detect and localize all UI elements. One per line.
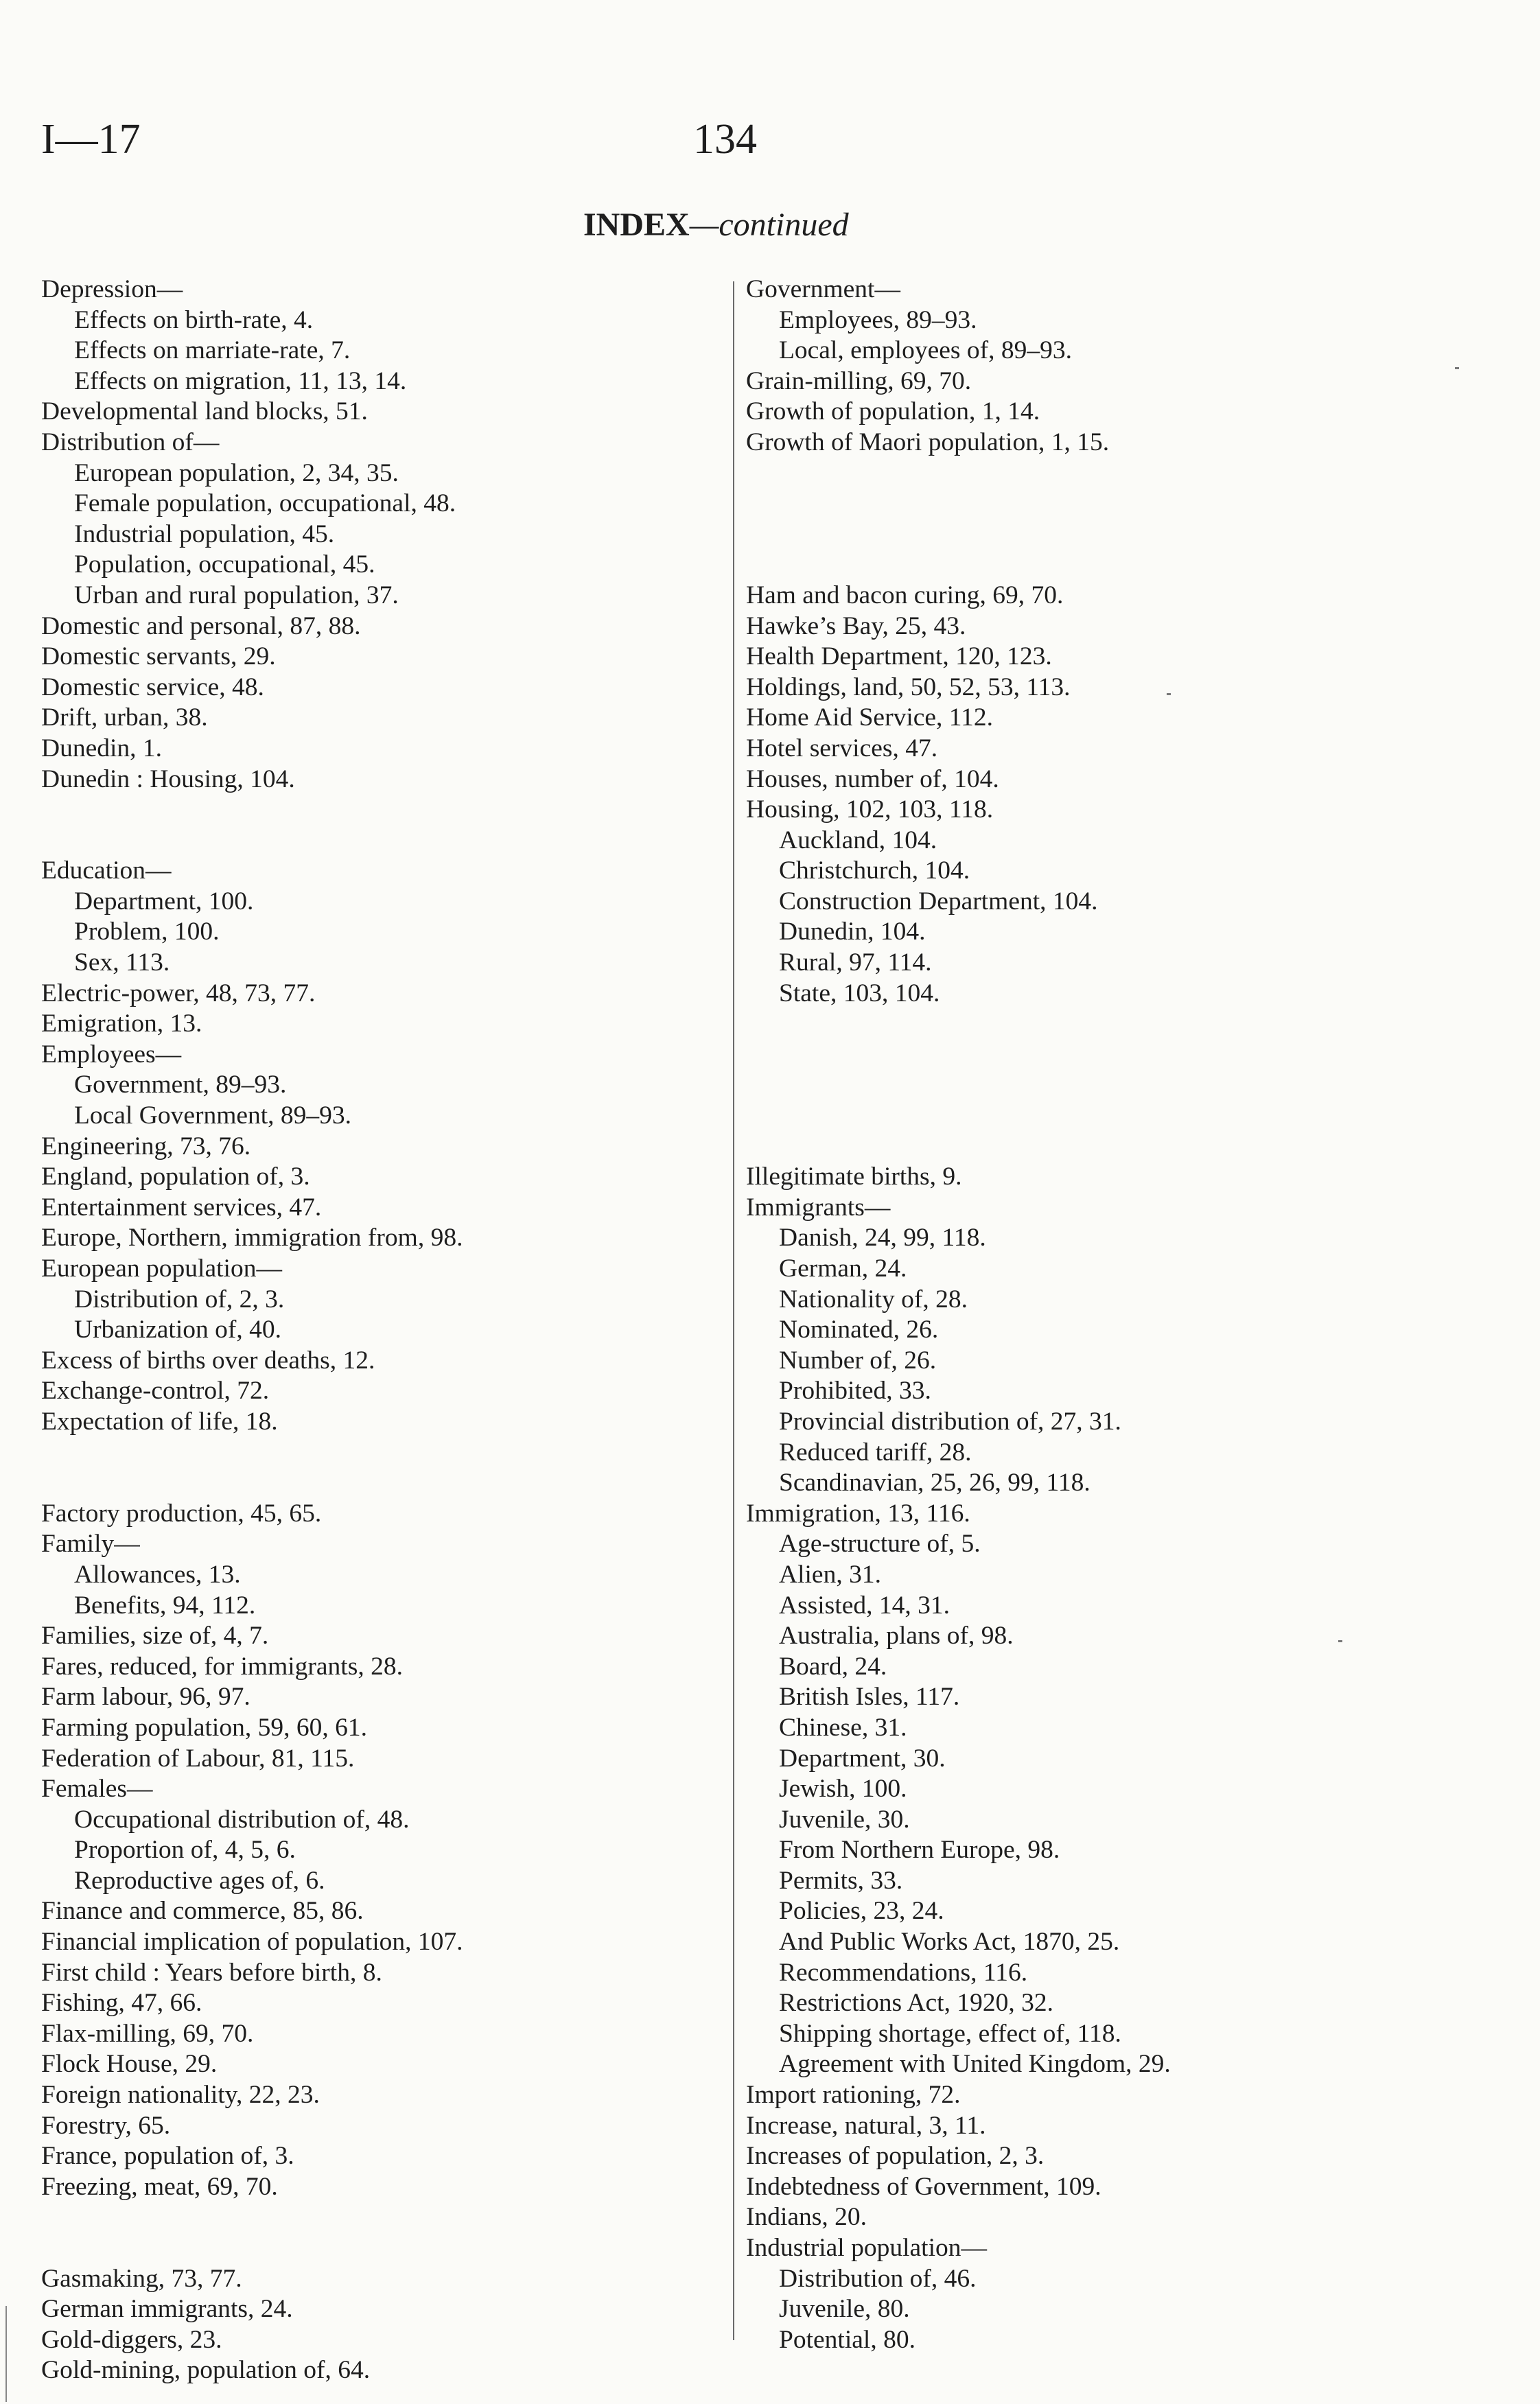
index-entry: Gold-diggers, 23. — [41, 2325, 222, 2354]
title-continued: —continued — [689, 207, 849, 243]
index-subentry: Juvenile, 30. — [779, 1805, 910, 1834]
index-subentry: German, 24. — [779, 1254, 907, 1283]
index-column-right — [746, 275, 1501, 2355]
index-subentry: Scandinavian, 25, 26, 99, 118. — [779, 1469, 1090, 1497]
index-entry: Depression— — [41, 275, 183, 303]
index-entry: Increase, natural, 3, 11. — [746, 2111, 986, 2140]
index-entry: Housing, 102, 103, 118. — [746, 795, 994, 824]
index-entry: Excess of births over deaths, 12. — [41, 1346, 375, 1375]
index-entry: Family— — [41, 1530, 140, 1559]
index-entry: Farm labour, 96, 97. — [41, 1683, 250, 1712]
index-subentry: Distribution of, 2, 3. — [74, 1285, 285, 1314]
index-subentry: Shipping shortage, effect of, 118. — [779, 2019, 1121, 2048]
index-entry: Indians, 20. — [746, 2203, 867, 2232]
index-subentry: Distribution of, 46. — [779, 2264, 977, 2293]
spacer — [41, 2233, 727, 2264]
index-subentry: Chinese, 31. — [779, 1713, 907, 1742]
index-entry: Illegitimate births, 9. — [746, 1163, 962, 1191]
index-entry: Developmental land blocks, 51. — [41, 397, 368, 426]
index-entry: Houses, number of, 104. — [746, 765, 999, 793]
index-subentry: Nationality of, 28. — [779, 1285, 968, 1314]
spacer — [41, 826, 727, 856]
spacer — [746, 520, 1501, 550]
index-entry: Dunedin, 1. — [41, 734, 163, 762]
index-subentry: Government, 89–93. — [74, 1071, 287, 1099]
index-entry: Foreign nationality, 22, 23. — [41, 2081, 320, 2110]
index-subentry: Industrial population, 45. — [74, 520, 335, 548]
print-speck — [1455, 367, 1459, 369]
index-subentry: And Public Works Act, 1870, 25. — [779, 1928, 1120, 1957]
spacer — [746, 1009, 1501, 1040]
index-entry: Farming population, 59, 60, 61. — [41, 1713, 367, 1742]
index-subentry: Department, 100. — [74, 887, 254, 915]
index-subentry: Problem, 100. — [74, 918, 220, 946]
index-subentry: Age-structure of, 5. — [779, 1530, 981, 1559]
index-subentry: Juvenile, 80. — [779, 2295, 910, 2324]
index-entry: Gold-mining, population of, 64. — [41, 2356, 371, 2385]
index-entry: Government— — [746, 275, 900, 303]
index-entry: Factory production, 45, 65. — [41, 1499, 322, 1528]
page-title — [583, 206, 849, 244]
spacer — [41, 795, 727, 826]
spacer — [41, 1468, 727, 1499]
index-subentry: Effects on marriate-rate, 7. — [74, 336, 351, 365]
spacer — [41, 2202, 727, 2233]
index-entry: Health Department, 120, 123. — [746, 642, 1052, 671]
index-subentry: Recommendations, 116. — [779, 1958, 1028, 1987]
spacer — [746, 458, 1501, 489]
index-subentry: Reduced tariff, 28. — [779, 1438, 972, 1467]
index-entry: Domestic servants, 29. — [41, 642, 276, 671]
index-subentry: Employees, 89–93. — [779, 305, 977, 334]
index-entry: European population— — [41, 1254, 282, 1283]
index-subentry: Local Government, 89–93. — [74, 1101, 352, 1130]
index-subentry: Benefits, 94, 112. — [74, 1591, 256, 1620]
index-entry: Grain-milling, 69, 70. — [746, 366, 972, 395]
index-entry: Drift, urban, 38. — [41, 703, 208, 732]
index-subentry: Allowances, 13. — [74, 1560, 241, 1589]
spacer — [41, 1438, 727, 1469]
index-entry: Increases of population, 2, 3. — [746, 2142, 1045, 2171]
index-entry: Exchange-control, 72. — [41, 1377, 270, 1405]
index-entry: Federation of Labour, 81, 115. — [41, 1744, 355, 1773]
index-subentry: State, 103, 104. — [779, 979, 940, 1007]
index-entry: Distribution of— — [41, 428, 220, 456]
index-entry: Families, size of, 4, 7. — [41, 1622, 269, 1650]
index-entry: Europe, Northern, immigration from, 98. — [41, 1224, 463, 1252]
index-entry: Flock House, 29. — [41, 2050, 218, 2079]
index-entry: First child : Years before birth, 8. — [41, 1958, 382, 1987]
page-reference: I—17 — [41, 116, 141, 163]
index-subentry: European population, 2, 34, 35. — [74, 458, 399, 487]
index-entry: Finance and commerce, 85, 86. — [41, 1897, 364, 1926]
index-entry: Engineering, 73, 76. — [41, 1132, 251, 1160]
index-subentry: Assisted, 14, 31. — [779, 1591, 950, 1620]
index-entry: Ham and bacon curing, 69, 70. — [746, 581, 1064, 609]
index-entry: Hotel services, 47. — [746, 734, 938, 762]
spacer — [746, 489, 1501, 520]
index-subentry: Provincial distribution of, 27, 31. — [779, 1407, 1121, 1436]
index-entry: Hawke’s Bay, 25, 43. — [746, 611, 966, 640]
index-entry: England, population of, 3. — [41, 1163, 310, 1191]
print-speck — [1338, 1640, 1342, 1642]
index-entry: Electric-power, 48, 73, 77. — [41, 979, 316, 1007]
index-subentry: Local, employees of, 89–93. — [779, 336, 1072, 365]
spacer — [746, 550, 1501, 581]
index-entry: Import rationing, 72. — [746, 2081, 961, 2110]
index-subentry: Restrictions Act, 1920, 32. — [779, 1989, 1053, 2018]
index-subentry: Christchurch, 104. — [779, 856, 970, 885]
index-entry: German immigrants, 24. — [41, 2295, 293, 2324]
page-number: 134 — [693, 116, 757, 163]
index-subentry: Danish, 24, 99, 118. — [779, 1224, 986, 1252]
spacer — [746, 1040, 1501, 1071]
index-entry: Flax-milling, 69, 70. — [41, 2019, 254, 2048]
print-speck — [1167, 693, 1171, 695]
index-subentry: Effects on birth-rate, 4. — [74, 305, 314, 334]
index-subentry: Sex, 113. — [74, 948, 170, 977]
index-entry: Females— — [41, 1775, 153, 1804]
index-subentry: Proportion of, 4, 5, 6. — [74, 1836, 296, 1865]
index-entry: Indebtedness of Government, 109. — [746, 2172, 1101, 2201]
index-entry: Industrial population— — [746, 2234, 987, 2262]
index-subentry: Agreement with United Kingdom, 29. — [779, 2050, 1171, 2079]
index-subentry: Potential, 80. — [779, 2325, 915, 2354]
index-subentry: Reproductive ages of, 6. — [74, 1866, 325, 1895]
index-subentry: Prohibited, 33. — [779, 1377, 931, 1405]
index-subentry: Auckland, 104. — [779, 826, 937, 854]
title-bold: INDEX — [583, 207, 690, 243]
index-entry: Entertainment services, 47. — [41, 1193, 322, 1222]
margin-rule — [5, 2306, 7, 2402]
index-column-left — [41, 275, 727, 2386]
index-entry: Employees— — [41, 1040, 182, 1069]
spacer — [746, 1101, 1501, 1132]
index-entry: France, population of, 3. — [41, 2142, 294, 2171]
index-subentry: Construction Department, 104. — [779, 887, 1098, 915]
index-subentry: Female population, occupational, 48. — [74, 489, 456, 518]
index-subentry: Urbanization of, 40. — [74, 1316, 281, 1344]
index-subentry: Effects on migration, 11, 13, 14. — [74, 366, 407, 395]
index-subentry: Rural, 97, 114. — [779, 948, 932, 977]
index-entry: Growth of population, 1, 14. — [746, 397, 1040, 426]
index-subentry: From Northern Europe, 98. — [779, 1836, 1060, 1865]
index-entry: Home Aid Service, 112. — [746, 703, 994, 732]
index-entry: Holdings, land, 50, 52, 53, 113. — [746, 673, 1071, 701]
index-entry: Fares, reduced, for immigrants, 28. — [41, 1652, 403, 1681]
index-subentry: Australia, plans of, 98. — [779, 1622, 1014, 1650]
index-entry: Immigration, 13, 116. — [746, 1499, 970, 1528]
index-subentry: Nominated, 26. — [779, 1316, 939, 1344]
index-subentry: Urban and rural population, 37. — [74, 581, 399, 609]
index-entry: Domestic and personal, 87, 88. — [41, 611, 361, 640]
index-subentry: Number of, 26. — [779, 1346, 937, 1375]
spacer — [746, 1070, 1501, 1101]
index-entry: Financial implication of population, 107. — [41, 1928, 463, 1957]
index-entry: Domestic service, 48. — [41, 673, 264, 701]
index-subentry: Permits, 33. — [779, 1866, 903, 1895]
index-subentry: Occupational distribution of, 48. — [74, 1805, 410, 1834]
index-entry: Education— — [41, 856, 172, 885]
index-entry: Growth of Maori population, 1, 15. — [746, 428, 1110, 456]
spacer — [746, 1132, 1501, 1163]
index-subentry: Board, 24. — [779, 1652, 887, 1681]
index-subentry: Department, 30. — [779, 1744, 946, 1773]
index-subentry: British Isles, 117. — [779, 1683, 960, 1712]
index-entry: Emigration, 13. — [41, 1010, 202, 1038]
index-subentry: Dunedin, 104. — [779, 918, 926, 946]
index-subentry: Jewish, 100. — [779, 1775, 907, 1804]
index-entry: Gasmaking, 73, 77. — [41, 2264, 242, 2293]
index-entry: Dunedin : Housing, 104. — [41, 765, 295, 793]
column-divider — [733, 281, 734, 2340]
index-subentry: Policies, 23, 24. — [779, 1897, 944, 1926]
index-entry: Fishing, 47, 66. — [41, 1989, 202, 2018]
index-entry: Expectation of life, 18. — [41, 1407, 278, 1436]
index-subentry: Alien, 31. — [779, 1560, 881, 1589]
index-entry: Forestry, 65. — [41, 2111, 171, 2140]
index-entry: Freezing, meat, 69, 70. — [41, 2172, 278, 2201]
index-entry: Immigrants— — [746, 1193, 891, 1222]
index-subentry: Population, occupational, 45. — [74, 550, 375, 579]
